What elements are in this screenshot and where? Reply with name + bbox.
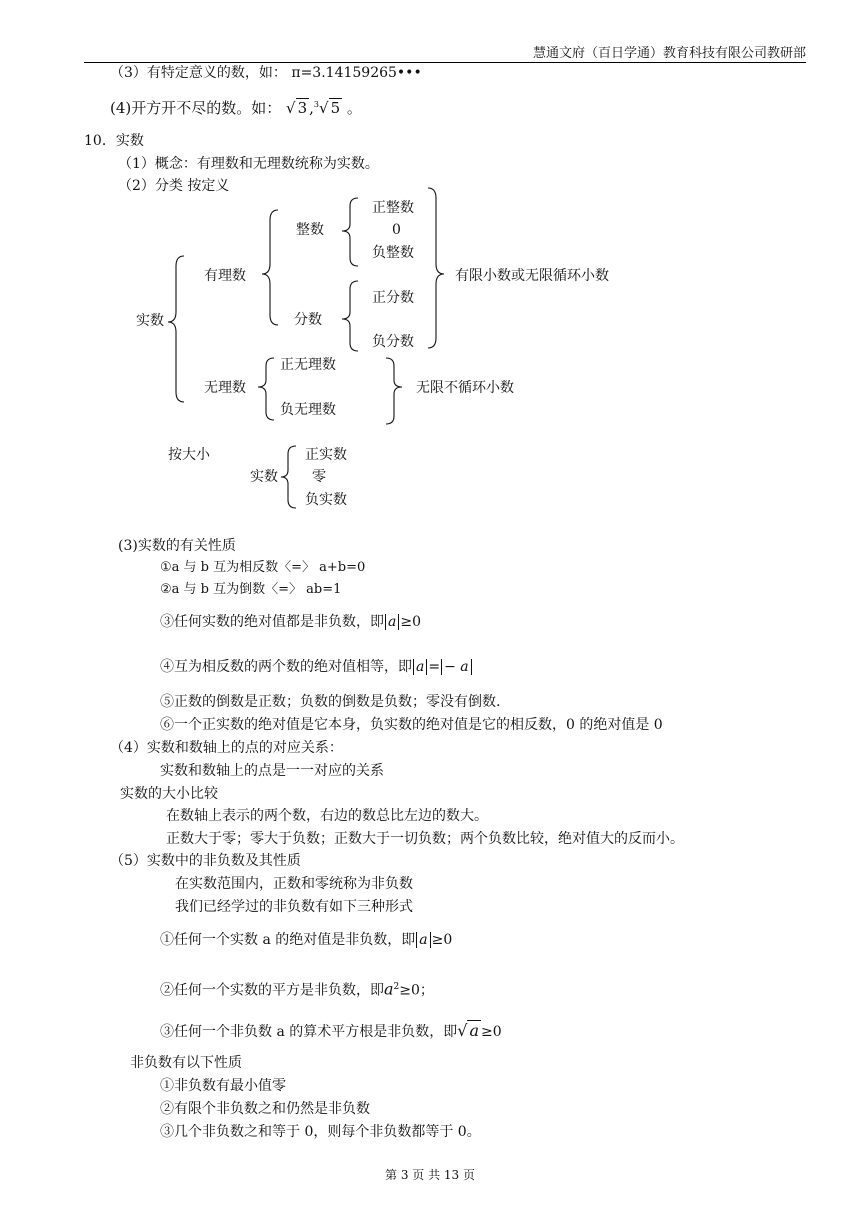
- tree-neg-frac: 负分数: [372, 334, 414, 350]
- brace-irrational-note: [386, 358, 402, 424]
- brace-rational-note: [428, 188, 444, 348]
- brace-fraction: [342, 281, 358, 351]
- nonneg-form-2: ②任何一个实数的平方是非负数，即$a^2\ge 0$；: [160, 979, 434, 999]
- tree-pos-irr: 正无理数: [280, 357, 336, 373]
- prop-4: ④互为相反数的两个数的绝对值相等，即 a = − a: [160, 658, 473, 676]
- nonneg-form-1: ①任何一个实数 a 的绝对值是非负数，即 a ≥0: [160, 932, 453, 948]
- prop-2: ②a 与 b 互为倒数〈=〉 ab=1: [160, 582, 342, 597]
- prop-5: ⑤正数的倒数是正数；负数的倒数是负数；零没有倒数.: [160, 694, 501, 710]
- section10-title: 10．实数: [84, 133, 144, 149]
- size-neg: 负实数: [305, 492, 347, 508]
- nonneg-2: 我们已经学过的非负数有如下三种形式: [175, 899, 413, 915]
- tree-integer: 整数: [296, 222, 324, 238]
- prop-1: ①a 与 b 互为相反数〈=〉 a+b=0: [160, 560, 366, 575]
- tree-real: 实数: [136, 313, 164, 329]
- item3-label: （3）有特定意义的数，如：: [110, 65, 287, 81]
- item4-end: 。: [346, 99, 362, 117]
- tree-fraction: 分数: [294, 312, 322, 328]
- sqrt-a: √ a: [457, 1021, 479, 1040]
- prop-6: ⑥一个正实数的绝对值是它本身，负实数的绝对值是它的相反数，0 的绝对值是 0: [160, 717, 663, 733]
- nonneg-prop-1: ①非负数有最小值零: [160, 1078, 286, 1094]
- nonneg-props-title: 非负数有以下性质: [130, 1055, 242, 1071]
- compare-1: 在数轴上表示的两个数，右边的数总比左边的数大。: [166, 808, 488, 824]
- nonneg-title: （5）实数中的非负数及其性质: [110, 853, 301, 869]
- numberline-line: 实数和数轴上的点是一一对应的关系: [160, 763, 384, 779]
- tree-pos-frac: 正分数: [372, 290, 414, 306]
- abs-neg-a: − a: [441, 659, 472, 675]
- tree-irrational: 无理数: [204, 380, 246, 396]
- tree-neg-int: 负整数: [372, 245, 414, 261]
- abs-a-nonneg: a: [416, 932, 430, 948]
- abs-a-left: a: [413, 659, 427, 675]
- brace-size: [281, 446, 296, 508]
- tree-zero: 0: [392, 222, 401, 238]
- nonneg-prop-2: ②有限个非负数之和仍然是非负数: [160, 1101, 370, 1117]
- nonneg-form-3: ③任何一个非负数 a 的算术平方根是非负数，即√ a ≥0: [160, 1021, 502, 1040]
- size-real: 实数: [250, 469, 278, 485]
- sqrt-3: √ 3: [286, 99, 308, 117]
- numberline-title: （4）实数和数轴上的点的对应关系：: [110, 740, 343, 756]
- brace-integer: [342, 198, 358, 266]
- page-footer: 第 3 页 共 13 页: [385, 1168, 475, 1182]
- abs-a: a: [385, 614, 399, 630]
- size-label: 按大小: [168, 447, 210, 463]
- header-text: 慧通文府（百日学通）教育科技有限公司教研部: [532, 46, 806, 61]
- tree-rational: 有理数: [204, 268, 246, 284]
- size-zero: 零: [312, 469, 326, 485]
- props-title: (3)实数的有关性质: [118, 538, 236, 554]
- item3-value: π=3.14159265•••: [291, 65, 422, 81]
- item4-label: (4)开方开不尽的数。如：: [110, 99, 282, 117]
- prop-3: ③任何实数的绝对值都是非负数，即 a ≥0: [160, 614, 421, 630]
- concept: （1）概念：有理数和无理数统称为实数。: [118, 156, 379, 172]
- nonneg-1: 在实数范围内，正数和零统称为非负数: [175, 876, 413, 892]
- brace-rational: [262, 210, 278, 325]
- brace-irrational: [258, 358, 274, 420]
- item4: (4)开方开不尽的数。如： √ 3 ,$^3$√ 5 。: [110, 96, 362, 117]
- size-pos: 正实数: [305, 447, 347, 463]
- compare-title: 实数的大小比较: [120, 786, 218, 802]
- tree-irrational-note: 无限不循环小数: [416, 380, 514, 396]
- nonneg-prop-3: ③几个非负数之和等于 0，则每个非负数都等于 0。: [160, 1124, 481, 1140]
- compare-2: 正数大于零；零大于负数；正数大于一切负数；两个负数比较，绝对值大的反而小。: [166, 831, 684, 847]
- cbrt-5: $^3$√ 5: [313, 99, 341, 117]
- brace-real: [168, 256, 184, 402]
- tree-pos-int: 正整数: [372, 200, 414, 216]
- tree-rational-note: 有限小数或无限循环小数: [455, 268, 609, 284]
- tree-neg-irr: 负无理数: [280, 402, 336, 418]
- classify: （2）分类 按定义: [118, 178, 230, 194]
